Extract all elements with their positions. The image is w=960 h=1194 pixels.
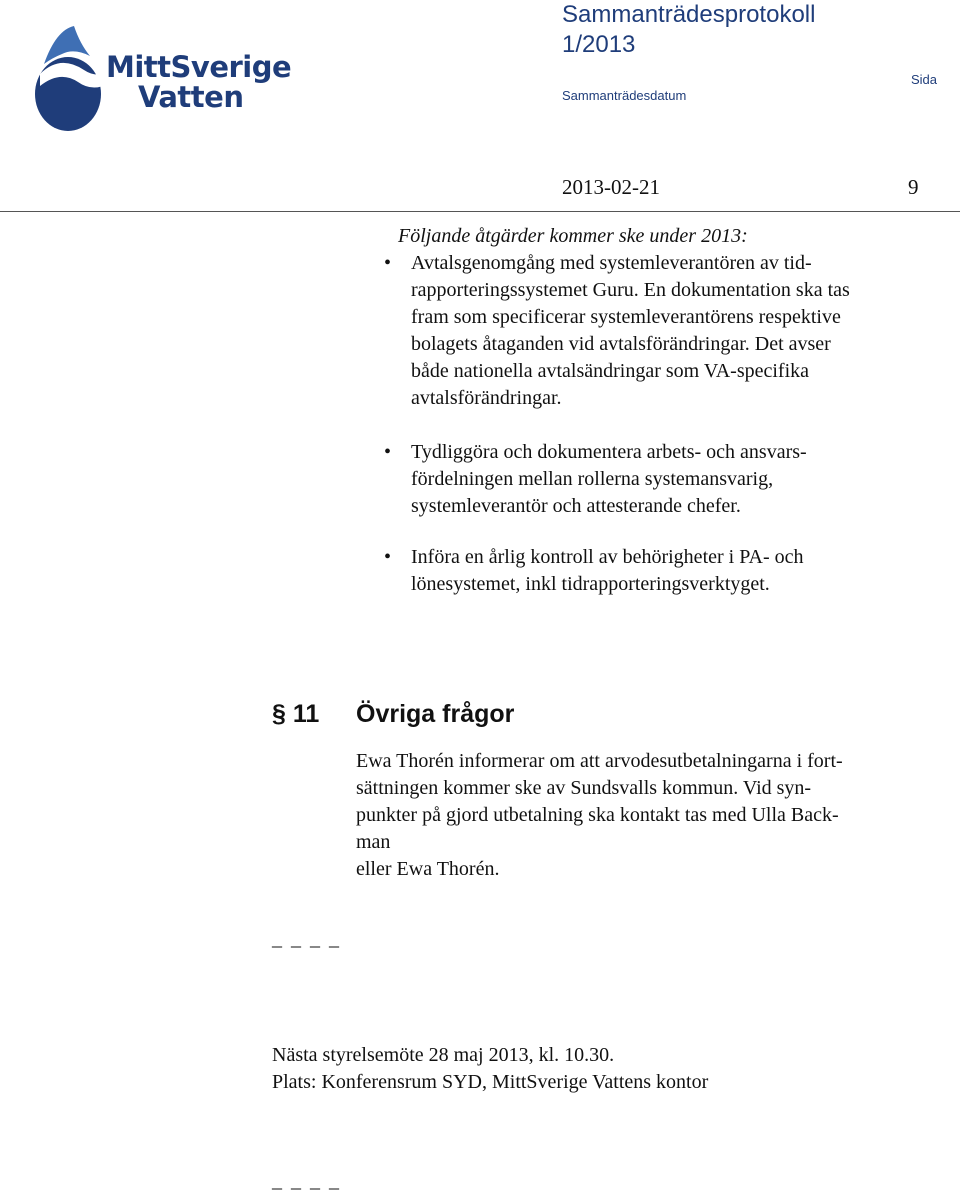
separator: _ _ _ _ xyxy=(272,928,341,950)
document-title-line1: Sammanträdesprotokoll xyxy=(562,1,816,28)
list-item xyxy=(384,250,904,412)
page-number: 9 xyxy=(908,175,919,199)
separator: _ _ _ _ xyxy=(272,1170,341,1192)
bullet-marker: • xyxy=(384,441,392,463)
section-paragraph: Ewa Thorén informerar om att arvodesutbetalningarna i fort- sättningen kommer ske av Sundsvalls kommun. Vid syn- punkter på gjord utbetalning ska kontakt tas med Ulla Back- man eller Ewa Thorén. xyxy=(356,750,843,880)
document-title xyxy=(562,0,815,60)
header-divider xyxy=(0,211,960,212)
meeting-date: 2013-02-21 xyxy=(562,175,660,199)
company-logo xyxy=(34,24,292,134)
logo-line2: Vatten xyxy=(138,80,244,114)
actions-intro: Följande åtgärder kommer ske under 2013: xyxy=(398,225,748,247)
section-number: § 11 xyxy=(272,700,320,728)
water-drop-icon xyxy=(34,24,114,134)
bullet-marker: • xyxy=(384,252,392,274)
list-item-text: Avtalsgenomgång med systemleverantören av tid- rapporteringssystemet Guru. En dokumentation ska tas fram som specificerar systemleverantörens respektive bolagets åtaganden vid avtalsförändringar. Det avser både nationella avtalsändringar som VA-specifika avtalsförändringar. xyxy=(411,252,850,409)
list-item xyxy=(384,439,904,520)
next-meeting-info: Nästa styrelsemöte 28 maj 2013, kl. 10.30. Plats: Konferensrum SYD, MittSverige Vattens kontor xyxy=(272,1044,709,1093)
page-label: Sida xyxy=(911,72,938,87)
bullet-marker: • xyxy=(384,546,392,568)
logo-line1: MittSverige xyxy=(106,50,292,84)
date-label: Sammanträdesdatum xyxy=(562,88,687,103)
list-item-text: Införa en årlig kontroll av behörigheter i PA- och lönesystemet, inkl tidrapporteringsverktyget. xyxy=(411,546,804,595)
section-title: Övriga frågor xyxy=(356,700,515,728)
document-title-line2: 1/2013 xyxy=(562,31,636,58)
list-item xyxy=(384,544,904,598)
list-item-text: Tydliggöra och dokumentera arbets- och ansvars- fördelningen mellan rollerna systemansvarig, systemleverantör och attesterande chefer. xyxy=(411,441,807,517)
logo-wordmark xyxy=(106,52,291,112)
